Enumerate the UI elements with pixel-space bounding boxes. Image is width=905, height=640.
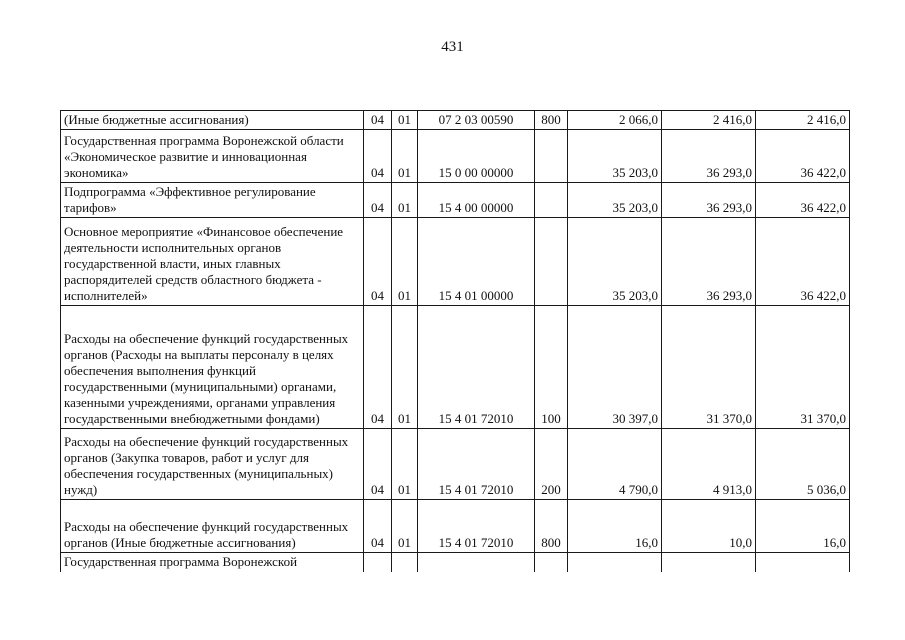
cell-amount-2: 2 416,0 — [662, 111, 756, 130]
cell-name: Государственная программа Воронежской области «Экономическое развитие и инновационная экономика» — [61, 130, 364, 183]
cell-subsection: 01 — [392, 429, 418, 500]
cell-amount-1: 2 066,0 — [568, 111, 662, 130]
cell-section — [364, 553, 392, 572]
cell-amount-2: 4 913,0 — [662, 429, 756, 500]
cell-section: 04 — [364, 111, 392, 130]
cell-amount-1: 30 397,0 — [568, 306, 662, 429]
cell-section: 04 — [364, 218, 392, 306]
cell-section: 04 — [364, 429, 392, 500]
cell-expense-type: 200 — [535, 429, 568, 500]
table-row — [61, 183, 850, 218]
cell-amount-2 — [662, 553, 756, 572]
cell-name: Расходы на обеспечение функций государственных органов (Иные бюджетные ассигнования) — [61, 500, 364, 553]
table-row — [61, 218, 850, 306]
page-number: 431 — [441, 39, 464, 55]
cell-amount-3: 31 370,0 — [756, 306, 850, 429]
cell-name: Основное мероприятие «Финансовое обеспечение деятельности исполнительных органов государственной власти, иных главных распорядителей средств областного бюджета - исполнителей» — [61, 218, 364, 306]
cell-amount-3: 2 416,0 — [756, 111, 850, 130]
cell-name: Государственная программа Воронежской — [61, 553, 364, 572]
cell-name: (Иные бюджетные ассигнования) — [61, 111, 364, 130]
cell-amount-2: 31 370,0 — [662, 306, 756, 429]
table-row — [61, 500, 850, 553]
cell-expense-type — [535, 130, 568, 183]
cell-amount-3: 36 422,0 — [756, 130, 850, 183]
cell-amount-3 — [756, 553, 850, 572]
cell-amount-2: 10,0 — [662, 500, 756, 553]
cell-amount-3: 36 422,0 — [756, 218, 850, 306]
cell-target-article: 15 4 00 00000 — [418, 183, 535, 218]
cell-target-article: 15 4 01 72010 — [418, 500, 535, 553]
cell-amount-2: 36 293,0 — [662, 183, 756, 218]
cell-section: 04 — [364, 500, 392, 553]
cell-name: Расходы на обеспечение функций государственных органов (Закупка товаров, работ и услуг для обеспечения государственных (муниципальных) нужд) — [61, 429, 364, 500]
cell-expense-type — [535, 553, 568, 572]
cell-expense-type: 800 — [535, 111, 568, 130]
cell-target-article: 15 0 00 00000 — [418, 130, 535, 183]
cell-amount-2: 36 293,0 — [662, 218, 756, 306]
table-row — [61, 429, 850, 500]
cell-amount-3: 36 422,0 — [756, 183, 850, 218]
cell-target-article: 15 4 01 72010 — [418, 306, 535, 429]
cell-amount-1 — [568, 553, 662, 572]
cell-amount-1: 35 203,0 — [568, 183, 662, 218]
cell-amount-1: 35 203,0 — [568, 130, 662, 183]
budget-table — [60, 110, 850, 572]
cell-expense-type: 100 — [535, 306, 568, 429]
cell-amount-3: 16,0 — [756, 500, 850, 553]
cell-section: 04 — [364, 306, 392, 429]
cell-subsection: 01 — [392, 130, 418, 183]
table-row — [61, 130, 850, 183]
cell-subsection: 01 — [392, 500, 418, 553]
budget-table-body — [61, 111, 850, 572]
cell-amount-1: 4 790,0 — [568, 429, 662, 500]
cell-amount-1: 16,0 — [568, 500, 662, 553]
cell-expense-type — [535, 183, 568, 218]
cell-amount-2: 36 293,0 — [662, 130, 756, 183]
cell-subsection: 01 — [392, 306, 418, 429]
cell-target-article: 15 4 01 00000 — [418, 218, 535, 306]
table-row — [61, 306, 850, 429]
cell-subsection: 01 — [392, 111, 418, 130]
cell-target-article: 15 4 01 72010 — [418, 429, 535, 500]
cell-expense-type: 800 — [535, 500, 568, 553]
cell-amount-3: 5 036,0 — [756, 429, 850, 500]
cell-expense-type — [535, 218, 568, 306]
cell-target-article: 07 2 03 00590 — [418, 111, 535, 130]
cell-subsection: 01 — [392, 218, 418, 306]
table-row — [61, 553, 850, 572]
table-row — [61, 111, 850, 130]
cell-target-article — [418, 553, 535, 572]
cell-name: Расходы на обеспечение функций государственных органов (Расходы на выплаты персоналу в целях обеспечения выполнения функций государственными (муниципальными) органами, казенными учреждениями, органами управления государственными внебюджетными фондами) — [61, 306, 364, 429]
cell-subsection: 01 — [392, 183, 418, 218]
cell-name: Подпрограмма «Эффективное регулирование тарифов» — [61, 183, 364, 218]
cell-amount-1: 35 203,0 — [568, 218, 662, 306]
cell-subsection — [392, 553, 418, 572]
cell-section: 04 — [364, 130, 392, 183]
cell-section: 04 — [364, 183, 392, 218]
